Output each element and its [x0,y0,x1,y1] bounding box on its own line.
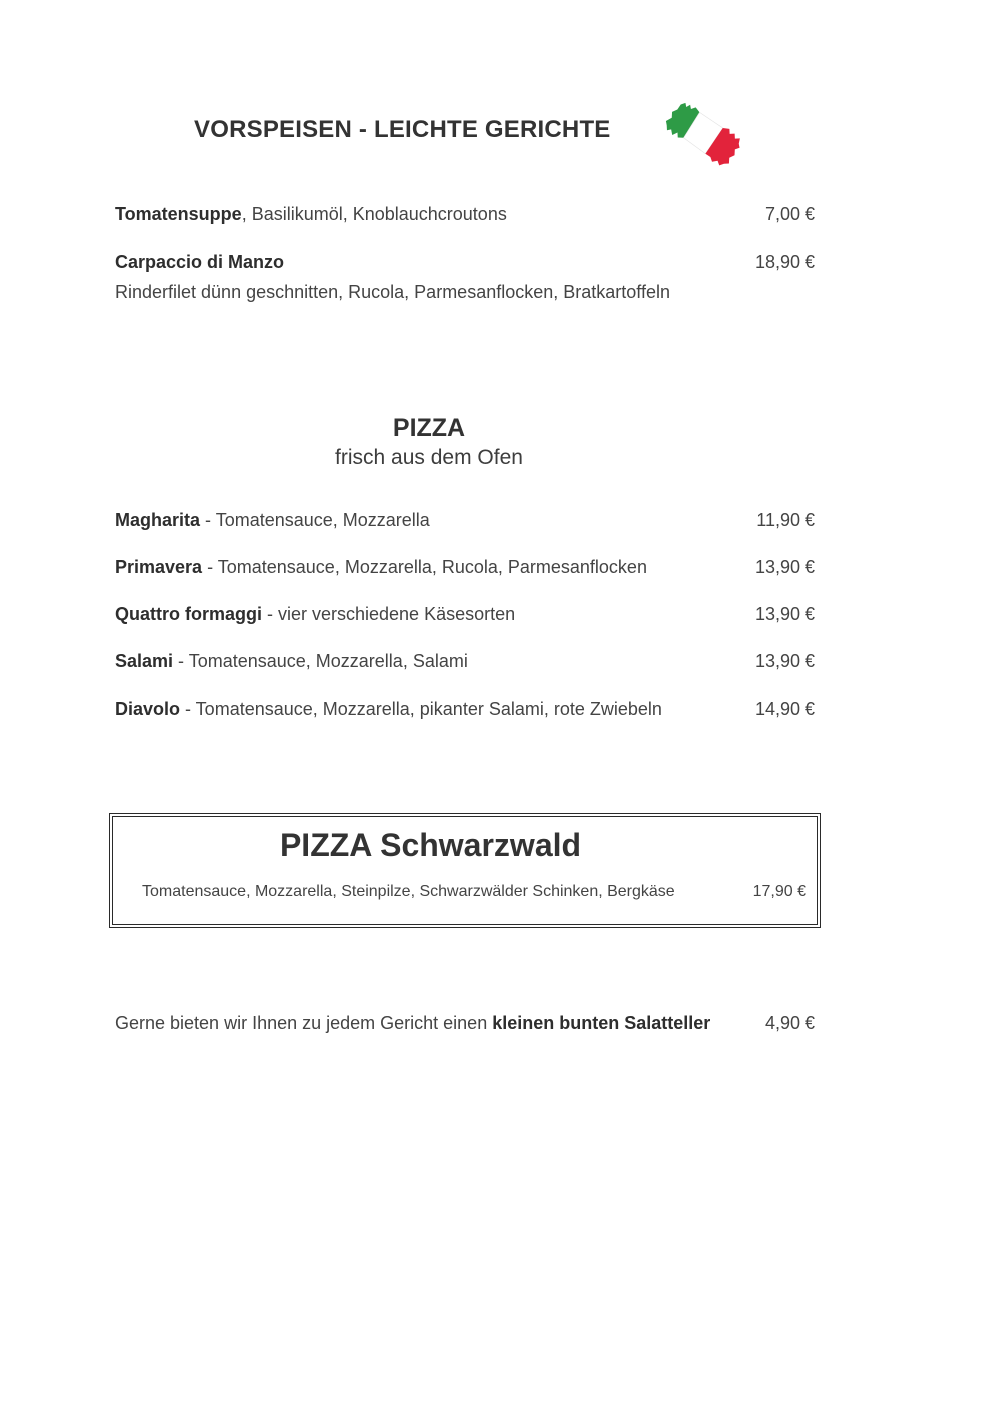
side-salad-offer [115,1011,815,1035]
dish-description: - Tomatensauce, Mozzarella, Salami [173,651,468,671]
dish-name: Diavolo [115,699,181,719]
dish-price: 18,90 € [754,252,815,272]
dish-name: Quattro formaggi [115,604,262,624]
dish-description: - Tomatensauce, Mozzarella, Rucola, Parmesanflocken [202,557,647,577]
special-pizza-title: PIZZA Schwarzwald [279,827,582,863]
menu-item-salami [115,649,815,673]
special-pizza-description: Tomatensauce, Mozzarella, Steinpilze, Schwarzwälder Schinken, Bergkäse [142,883,675,900]
menu-item-magharita [115,508,815,532]
dish-price: 11,90 € [756,510,815,530]
dish-name: Magharita [115,510,201,530]
dish-description: - vier verschiedene Käsesorten [262,604,516,624]
dish-price: 13,90 € [754,651,815,671]
dish-price: 13,90 € [754,557,815,577]
pizza-section-subtitle: frisch aus dem Ofen [335,446,523,469]
dish-name: Carpaccio di Manzo [115,252,285,272]
dish-price: 14,90 € [754,699,815,719]
menu-item-diavolo [115,697,815,721]
starters-section-title: VORSPEISEN - LEICHTE GERICHTE [194,116,611,143]
menu-item-primavera [115,555,815,579]
dish-description: - Tomatensauce, Mozzarella, pikanter Salami, rote Zwiebeln [180,699,662,719]
menu-item-carpaccio [115,250,815,274]
dish-description: , Basilikumöl, Knoblauchcroutons [241,204,507,224]
dish-name: Primavera [115,557,203,577]
special-pizza-price: 17,90 € [752,883,806,900]
dish-name: Salami [115,651,174,671]
special-pizza-frame [112,816,818,925]
special-pizza-box [109,813,821,928]
salad-offer-highlight: kleinen bunten Salatteller [492,1013,711,1033]
menu-item-quattro-formaggi [115,602,815,626]
salad-offer-text: Gerne bieten wir Ihnen zu jedem Gericht einen [115,1013,493,1033]
salad-price: 4,90 € [764,1013,815,1033]
italian-flag-icon [662,98,744,170]
carpaccio-details: Rinderfilet dünn geschnitten, Rucola, Parmesanflocken, Bratkartoffeln [115,282,670,302]
menu-item-tomatensuppe [115,202,815,226]
dish-description: - Tomatensauce, Mozzarella [200,510,430,530]
pizza-section-title: PIZZA [392,414,466,442]
dish-price: 7,00 € [764,204,815,224]
dish-price: 13,90 € [754,604,815,624]
dish-name: Tomatensuppe [115,204,242,224]
